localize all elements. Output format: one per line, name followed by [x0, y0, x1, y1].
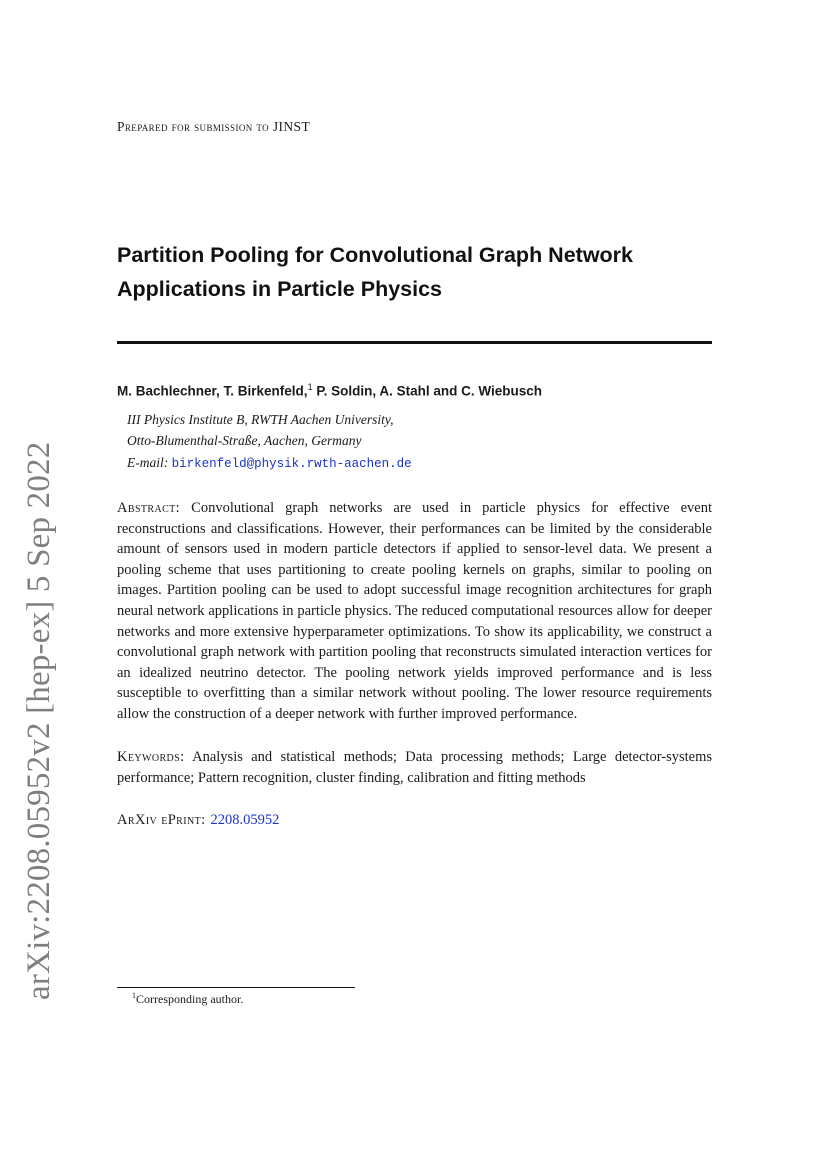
affiliation-line-1: III Physics Institute B, RWTH Aachen University,: [127, 412, 394, 427]
footnote-text: Corresponding author.: [136, 992, 244, 1006]
footnote-rule: [117, 987, 355, 988]
abstract-text: Convolutional graph networks are used in particle physics for effective event reconstructions and classifications. However, their performances can be limited by the considerable amount of sensors used in modern particle detectors if applied to sensor-level data. We present a pooling scheme that uses partitioning to create pooling kernels on graphs, similar to pooling on images. Partition pooling can be used to adopt successful image recognition architectures for graph neural network applications in particle physics. The reduced computational resources allow for deeper networks and more extensive hyperparameter optimizations. To show its applicability, we construct a convolutional graph network with partition pooling that reconstructs simulated interaction vertices for an idealized neutrino detector. The pooling network yields improved performance and is less susceptible to overfitting than a similar network without pooling. The lower resource requirements allow the construction of a deeper network with further improved performance.: [117, 500, 712, 722]
author-list: [117, 382, 542, 399]
title-line-2: Applications in Particle Physics: [117, 277, 442, 301]
author-footnote-mark: 1: [307, 382, 313, 392]
submission-note: Prepared for submission to JINST: [117, 119, 311, 134]
arxiv-stamp: arXiv:2208.05952v2 [hep-ex] 5 Sep 2022: [21, 441, 57, 1000]
affiliation: [127, 409, 393, 451]
footnote: [132, 991, 243, 1007]
footnote-mark: 1: [132, 991, 136, 1000]
authors-part-1: M. Bachlechner, T. Birkenfeld,: [117, 383, 308, 399]
arxiv-eprint: [117, 812, 279, 829]
email-label: E-mail:: [127, 455, 169, 470]
authors-part-2: P. Soldin, A. Stahl and C. Wiebusch: [312, 383, 542, 399]
keywords: [117, 747, 712, 788]
affiliation-line-2: Otto-Blumenthal-Straße, Aachen, Germany: [127, 433, 362, 448]
paper-title: [117, 238, 717, 306]
eprint-label: ArXiv ePrint:: [117, 812, 206, 828]
email-link[interactable]: birkenfeld@physik.rwth-aachen.de: [171, 457, 412, 471]
abstract-label: Abstract:: [117, 500, 181, 516]
title-line-1: Partition Pooling for Convolutional Graph Network: [117, 243, 633, 267]
eprint-link[interactable]: 2208.05952: [210, 812, 280, 828]
title-rule: [117, 341, 712, 344]
abstract: [117, 498, 712, 725]
keywords-label: Keywords:: [117, 749, 185, 765]
keywords-text: Analysis and statistical methods; Data processing methods; Large detector-systems performance; Pattern recognition, cluster finding, calibration and fitting methods: [117, 749, 712, 786]
email-line: [127, 455, 412, 471]
